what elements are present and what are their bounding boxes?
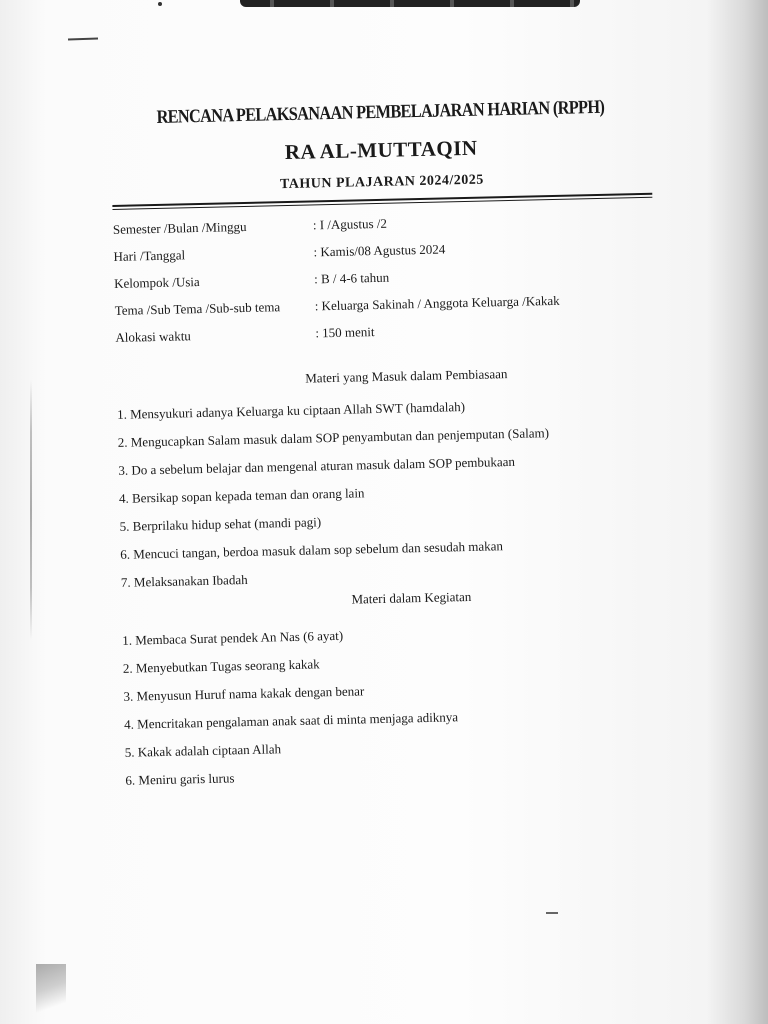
kegiatan-list	[122, 615, 666, 795]
list-item: 7. Melaksanakan Ibadah	[120, 572, 248, 590]
list-item: 3. Menyusun Huruf nama kakak dengan benar	[123, 683, 365, 704]
info-value: : Keluarga Sakinah / Anggota Keluarga /Kakak	[314, 292, 560, 313]
document-body	[110, 88, 666, 795]
info-label: Tema /Sub Tema /Sub-sub tema	[114, 298, 281, 318]
list-item: 2. Menyebutkan Tugas seorang kakak	[122, 656, 320, 676]
binding-clip	[240, 0, 580, 7]
info-value: : 150 menit	[315, 323, 375, 340]
kegiatan-heading: Materi dalam Kegiatan	[351, 588, 472, 607]
page-corner-shadow	[36, 964, 66, 1024]
list-item: 2. Mengucapkan Salam masuk dalam SOP penyambutan dan penjemputan (Salam)	[117, 425, 550, 450]
info-value: : I /Agustus /2	[312, 215, 388, 232]
info-table	[113, 204, 656, 351]
academic-year: TAHUN PLAJARAN 2024/2025	[279, 172, 485, 193]
list-item: 4. Bersikap sopan kepada teman dan orang lain	[118, 485, 365, 506]
list-item: 1. Membaca Surat pendek An Nas (6 ayat)	[122, 627, 344, 648]
info-label: Alokasi waktu	[115, 327, 191, 345]
list-item: 3. Do a sebelum belajar dan mengenal aturan masuk dalam SOP pembukaan	[118, 453, 516, 478]
pembiasaan-list	[117, 389, 661, 597]
info-label: Hari /Tanggal	[113, 246, 186, 264]
list-item: 6. Meniru garis lurus	[125, 770, 235, 788]
info-label: Kelompok /Usia	[113, 273, 200, 291]
document-title: RENCANA PELAKSANAAN PEMBELAJARAN HARIAN (RPPH)	[156, 96, 605, 128]
list-item: 5. Kakak adalah ciptaan Allah	[124, 741, 282, 760]
stray-mark	[546, 912, 558, 914]
list-item: 5. Berprilaku hidup sehat (mandi pagi)	[119, 514, 322, 534]
info-value: : B / 4-6 tahun	[313, 269, 390, 286]
pen-mark	[68, 37, 98, 40]
punch-mark	[158, 2, 162, 6]
list-item: 4. Mencritakan pengalaman anak saat di minta menjaga adiknya	[123, 709, 459, 732]
info-value: : Kamis/08 Agustus 2024	[313, 240, 446, 259]
list-item: 6. Mencuci tangan, berdoa masuk dalam sop sebelum dan sesudah makan	[120, 538, 504, 562]
pembiasaan-heading: Materi yang Masuk dalam Pembiasaan	[305, 366, 508, 386]
school-name: RA AL-MUTTAQIN	[284, 135, 478, 165]
list-item: 1. Mensyukuri adanya Keluarga ku ciptaan Allah SWT (hamdalah)	[116, 399, 466, 422]
info-label: Semester /Bulan /Minggu	[112, 218, 247, 237]
page-edge-shadow	[30, 380, 32, 640]
